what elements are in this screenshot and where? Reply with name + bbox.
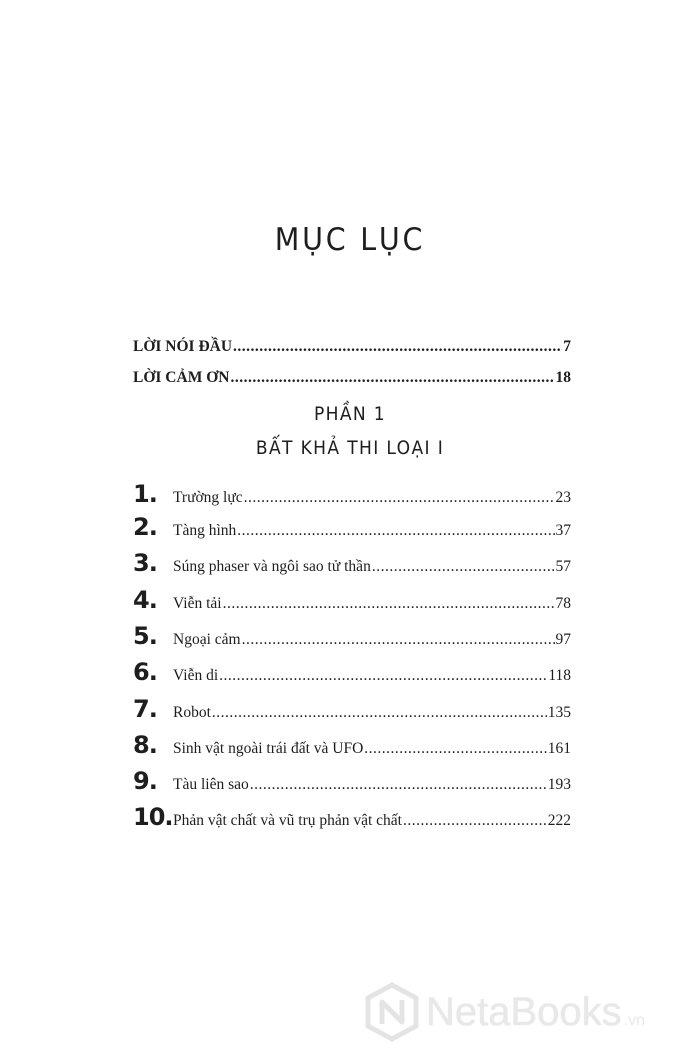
toc-label: Phản vật chất và vũ trụ phản vật chất [173,812,402,829]
toc-page-number: 37 [555,522,571,539]
toc-chapter-9[interactable] [133,767,571,799]
leader-dots [242,631,555,649]
leader-dots [223,595,555,613]
chapter-number: 4. [133,586,157,614]
page-title: MỤC LỤC [274,222,426,258]
toc-label: Ngoại cảm [173,631,241,648]
toc-label: Viễn di [173,667,219,684]
toc-page-number: 118 [548,667,571,684]
leader-dots [212,704,547,722]
toc-label: Sinh vật ngoài trái đất và UFO [173,740,364,757]
toc-page-number: 97 [555,631,571,648]
netabooks-logo-icon [364,982,420,1042]
chapter-number: 9. [133,767,157,795]
toc-label: Robot [173,704,211,721]
chapter-number: 6. [133,658,157,686]
toc-label: Viễn tải [173,595,222,612]
toc-chapter-3[interactable] [133,549,571,581]
toc-page-number: 193 [547,776,571,793]
leader-dots [230,369,554,387]
leader-dots [403,812,547,830]
toc-page-number: 23 [555,489,571,506]
toc-label: Trường lực [173,489,243,506]
chapter-number: 2. [133,513,157,541]
toc-label: LỜI CẢM ƠN [133,369,230,386]
toc-label: Tàng hình [173,522,237,539]
part-number-heading: PHẦN 1 [313,403,387,425]
chapter-number: 7. [133,695,157,723]
toc-chapter-6[interactable] [133,658,571,690]
toc-front-preface[interactable] [133,338,571,356]
toc-page-number: 7 [563,338,571,355]
chapter-number: 5. [133,622,157,650]
toc-front-acknowledgements[interactable] [133,369,571,387]
chapter-number: 1. [133,480,157,508]
toc-chapter-5[interactable] [133,622,571,654]
toc-label: Súng phaser và ngôi sao tử thần [173,558,371,575]
part-title-heading: BẤT KHẢ THI LOẠI I [255,437,445,459]
netabooks-watermark [364,980,645,1044]
toc-page-number: 135 [547,704,571,721]
leader-dots [244,489,555,507]
toc-page-number: 57 [555,558,571,575]
toc-chapter-4[interactable] [133,586,571,618]
toc-chapter-7[interactable] [133,695,571,727]
toc-label: LỜI NÓI ĐẦU [133,338,233,355]
leader-dots [372,558,555,576]
toc-page-number: 222 [547,812,571,829]
toc-chapter-2[interactable] [133,513,571,545]
toc-label: Tàu liên sao [173,776,249,793]
chapter-number: 10. [133,803,173,831]
leader-dots [233,338,562,356]
leader-dots [237,522,554,540]
leader-dots [219,667,547,685]
watermark-brand: NetaBooks [426,989,622,1034]
leader-dots [250,776,547,794]
toc-chapter-1[interactable] [133,480,571,512]
watermark-suffix: .vn [623,1012,646,1029]
toc-page-number: 161 [547,740,571,757]
leader-dots [364,740,546,758]
toc-chapter-10[interactable] [133,803,571,835]
chapter-number: 8. [133,731,157,759]
toc-page-number: 18 [555,369,571,386]
toc-page-number: 78 [555,595,571,612]
toc-chapter-8[interactable] [133,731,571,763]
chapter-number: 3. [133,549,157,577]
